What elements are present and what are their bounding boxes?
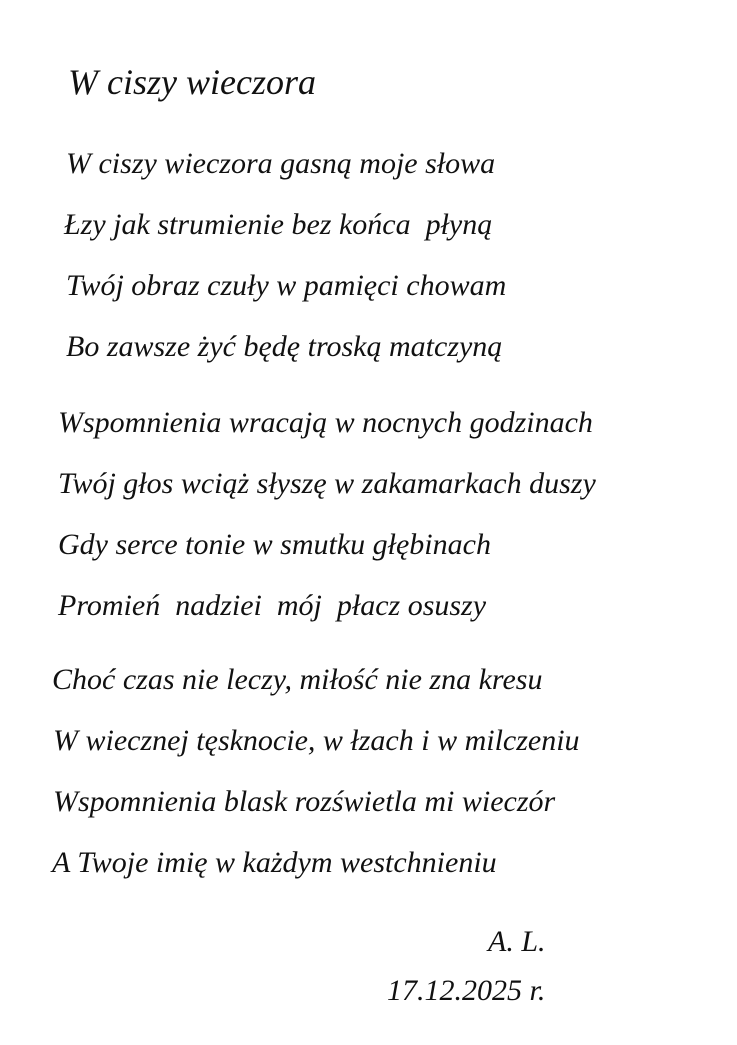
poem-line: Łzy jak strumienie bez końca płyną <box>64 208 493 241</box>
poem-line: Twój obraz czuły w pamięci chowam <box>66 269 507 302</box>
poem-line: Wspomnienia blask rozświetla mi wieczór <box>53 785 556 818</box>
poem-line: W ciszy wieczora gasną moje słowa <box>66 147 496 180</box>
poem-title: W ciszy wieczora <box>68 62 316 102</box>
poem-line: Promień nadziei mój płacz osuszy <box>58 589 487 622</box>
poem-line: W wiecznej tęsknocie, w łzach i w milczeniu <box>53 724 580 757</box>
poem-line: A Twoje imię w każdym westchnieniu <box>52 846 497 879</box>
poem-line: Twój głos wciąż słyszę w zakamarkach duszy <box>58 467 596 500</box>
poem-line: Wspomnienia wracają w nocnych godzinach <box>58 406 593 439</box>
poem-line: Gdy serce tonie w smutku głębinach <box>58 528 491 561</box>
signature-date: 17.12.2025 r. <box>387 974 546 1007</box>
poem-line: Choć czas nie leczy, miłość nie zna kresu <box>52 663 543 696</box>
signature-initials: A. L. <box>488 925 546 958</box>
poem-line: Bo zawsze żyć będę troską matczyną <box>66 330 503 363</box>
